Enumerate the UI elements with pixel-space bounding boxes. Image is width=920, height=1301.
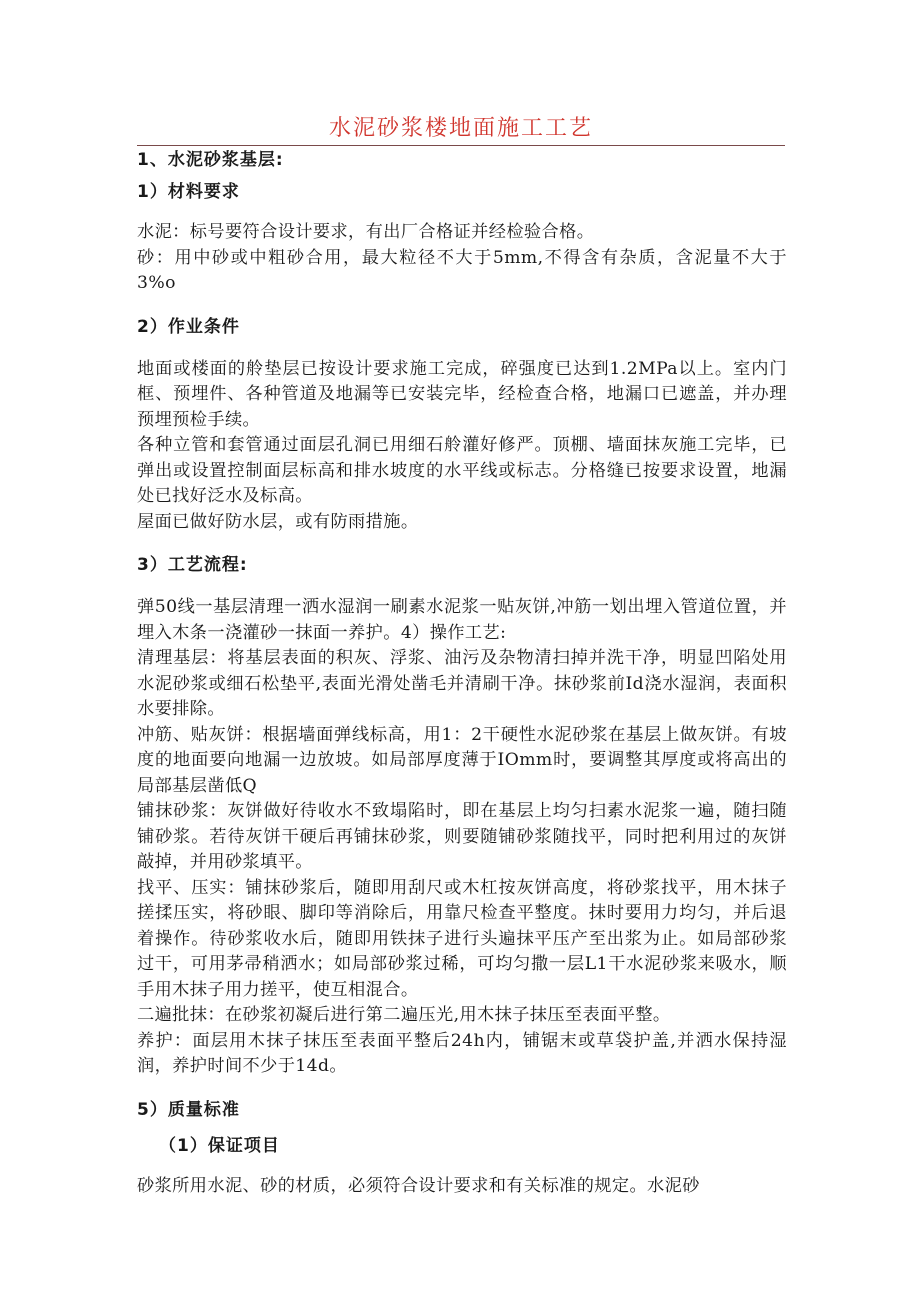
paragraph: 弹50线一基层清理一洒水湿润一刷素水泥浆一贴灰饼,冲筋一划出埋入管道位置，并埋入木条一浇灌砂一抹面一养护。4）操作工艺: xyxy=(137,597,787,643)
sub-subsection-heading-guarantee: （1）保证项目 xyxy=(159,1135,280,1156)
paragraph: 找平、压实：铺抹砂浆后，随即用刮尺或木杠按灰饼高度，将砂浆找平，用木抹子搓揉压实，将砂眼、脚印等消除后，用靠尺检查平整度。抹时要用力均匀，并后退着操作。待砂浆收水后，随即用铁抹子进行头遍抹平压产至出浆为止。如局部砂浆过干，可用茅帚稍洒水；如局部砂浆过稀，可均匀撒一层L1干水泥砂浆来吸水，顺手用木抹子用力搓平，使互相混合。 xyxy=(137,877,787,1000)
paragraph: 铺抹砂浆：灰饼做好待收水不致塌陷时，即在基层上均匀扫素水泥浆一遍，随扫随铺砂浆。若待灰饼干硬后再铺抹砂浆，则要随铺砂浆随找平，同时把利用过的灰饼敲掉，并用砂浆填平。 xyxy=(137,801,787,872)
paragraph: 砂：用中砂或中粗砂合用，最大粒径不大于5mm,不得含有杂质，含泥量不大于3%o xyxy=(137,247,787,293)
paragraph: 砂浆所用水泥、砂的材质，必须符合设计要求和有关标准的规定。水泥砂 xyxy=(137,1175,700,1196)
section-heading: 1、水泥砂浆基层: xyxy=(137,150,284,170)
paragraph: 各种立管和套管通过面层孔洞已用细石舲灌好修严。顶棚、墙面抹灰施工完毕，已弹出或设置控制面层标高和排水坡度的水平线或标志。分格缝已按要求设置，地漏处已找好泛水及标高。 xyxy=(137,435,787,506)
document-title: 水泥砂浆楼地面施工工艺 xyxy=(137,113,785,146)
paragraph: 冲筋、贴灰饼：根据墙面弹线标高，用1：2干硬性水泥砂浆在基层上做灰饼。有坡度的地面要向地漏一边放坡。如局部厚度薄于IOmm时，要调整其厚度或将高出的局部基层凿低Q xyxy=(137,724,787,796)
document-body xyxy=(137,146,787,1199)
paragraph: 地面或楼面的舲垫层已按设计要求施工完成，碎强度已达到1.2MPa以上。室内门框、预埋件、各种管道及地漏等已安装完毕，经检查合格，地漏口已遮盖，并办理预埋预检手续。 xyxy=(137,358,787,430)
subsection-heading-quality: 5）质量标准 xyxy=(137,1099,240,1120)
paragraph: 养护：面层用木抹子抹压至表面平整后24h内，铺锯末或草袋护盖,并洒水保持湿润，养护时间不少于14d。 xyxy=(137,1030,787,1076)
subsection-heading-process: 3）工艺流程: xyxy=(137,555,248,575)
paragraph: 二遍批抹：在砂浆初凝后进行第二遍压光,用木抹子抹压至表面平整。 xyxy=(137,1005,671,1025)
paragraph: 清理基层：将基层表面的积灰、浮浆、油污及杂物清扫掉并洗干净，明显凹陷处用水泥砂浆或细石松垫平,表面光滑处凿毛并清刷干净。抹砂浆前Id浇水湿润，表面积水要排除。 xyxy=(137,648,787,719)
subsection-heading-conditions: 2）作业条件 xyxy=(137,316,240,337)
paragraph: 屋面已做好防水层，或有防雨措施。 xyxy=(137,511,419,532)
subsection-heading-materials: 1）材料要求 xyxy=(137,182,240,202)
paragraph: 水泥：标号要符合设计要求，有出厂合格证并经检验合格。 xyxy=(137,222,595,242)
